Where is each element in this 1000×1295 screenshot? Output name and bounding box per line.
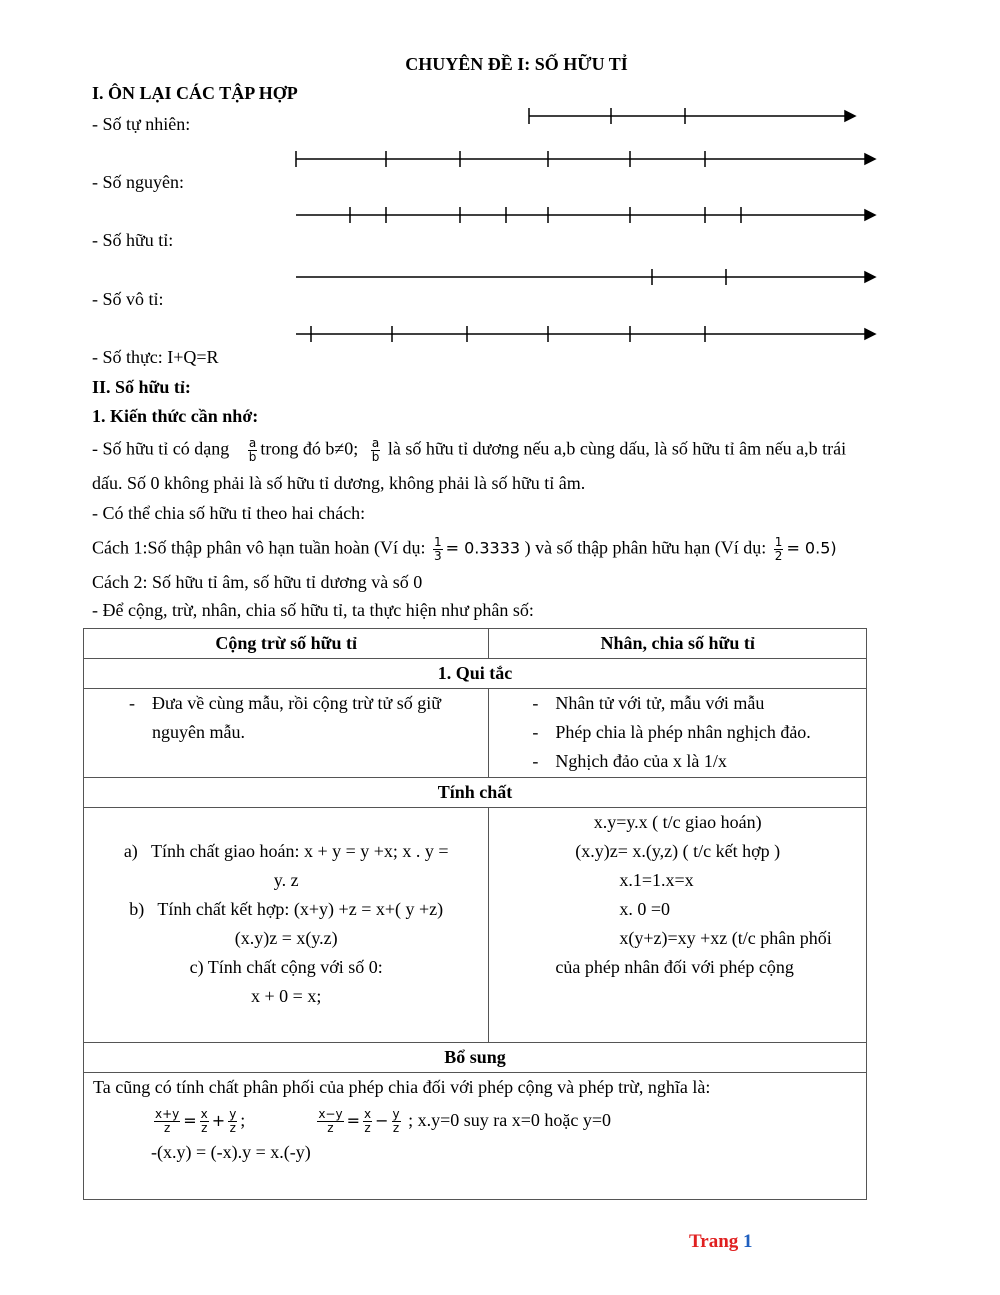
cell-mul-props: x.y=y.x ( t/c giao hoán) (x.y)z= x.(y,z) ( t/c kết hợp ) x.1=1.x=x x. 0 =0 x(y+z)=xy +xz (t/c phân phối của phép nhân đối với phép cộng — [489, 808, 867, 1043]
cell-add-props: a) Tính chất giao hoán: x + y = y +x; x . y = y. z b) Tính chất kết hợp: (x+y) +z = x+( y +z) (x.y)z = x(y.z) c) Tính chất cộng với số 0: x + 0 = x; — [84, 808, 489, 1043]
paragraph-method2: Cách 2: Số hữu tỉ âm, số hữu tỉ dương và số 0 — [92, 572, 423, 592]
item-integer: - Số nguyên: — [92, 172, 184, 192]
page-title: CHUYÊN ĐỀ I: SỐ HỮU TỈ — [405, 54, 628, 74]
fraction-one-third: $\frac{1}{3}$ — [433, 535, 442, 563]
fraction-x-minus-y-over-z: $\frac{x-y}{z}$ — [318, 1107, 343, 1136]
cell-extra: Ta cũng có tính chất phân phối của phép chia đối với phép cộng và phép trừ, nghĩa là: $\frac{x+y}{z}$ = $\frac{x}{z}$ + $\frac{y}{z}$ ; $\frac{x-y}{z}$ = $\frac{x}{z}$ − $\frac{y}{z}$ ; x.y=0 suy ra x=0 hoặc y=0 -(x.y) = (-x).y = x.(-y) — [84, 1073, 867, 1200]
section1-heading: I. ÔN LẠI CÁC TẬP HỢP — [92, 83, 298, 103]
section2-heading: II. Số hữu tỉ: — [92, 377, 191, 397]
number-lines — [0, 0, 1000, 380]
paragraph-definition: - Số hữu tỉ có dạng $\frac{a}{b}$ trong đó b≠0; $\frac{a}{b}$ là số hữu tỉ dương nếu a,b cùng dấu, là số hữu tỉ âm nếu a,b trái — [92, 436, 847, 464]
paragraph-operations: - Để cộng, trừ, nhân, chia số hữu tỉ, ta thực hiện như phân số: — [92, 600, 534, 620]
cell-add-rules: - Đưa về cùng mẫu, rồi cộng trừ tử số giữ nguyên mẫu. — [84, 689, 489, 778]
cell-mul-rules: - Nhân tử với tử, mẫu với mẫu - Phép chia là phép nhân nghịch đảo. - Nghịch đảo của x là 1/x — [489, 689, 867, 778]
header-mul-div: Nhân, chia số hữu tỉ — [489, 629, 867, 659]
fraction-a-b-2: $\frac{a}{b}$ — [371, 436, 380, 464]
fraction-one-half: $\frac{1}{2}$ — [774, 535, 783, 563]
header-add-sub: Cộng trừ số hữu tỉ — [84, 629, 489, 659]
item-rational: - Số hữu tỉ: — [92, 230, 174, 250]
item-real: - Số thực: I+Q=R — [92, 347, 219, 367]
item-natural: - Số tự nhiên: — [92, 114, 191, 134]
paragraph-classify: - Có thể chia số hữu tỉ theo hai chách: — [92, 503, 366, 523]
row-rule-heading: 1. Qui tắc — [84, 659, 867, 689]
section2-subheading: 1. Kiến thức cần nhớ: — [92, 406, 259, 426]
paragraph-method1: Cách 1:Số thập phân vô hạn tuần hoàn (Ví dụ: $\frac{1}{3}$ = 0.3333 ) và số thập phân hữu hạn (Ví dụ: $\frac{1}{2}$ = 0.5) — [92, 535, 837, 563]
number-line-real — [296, 326, 875, 342]
page-number: Trang 1 — [689, 1231, 753, 1252]
row-extra-heading: Bổ sung — [84, 1043, 867, 1073]
number-line-rational — [296, 207, 875, 223]
paragraph-definition-cont: dấu. Số 0 không phải là số hữu tỉ dương, không phải là số hữu tỉ âm. — [92, 473, 586, 493]
number-line-integer — [296, 151, 875, 167]
fraction-x-plus-y-over-z: $\frac{x+y}{z}$ — [155, 1107, 180, 1136]
number-line-natural — [529, 108, 855, 124]
number-line-irrational — [296, 269, 875, 285]
rules-table — [83, 628, 867, 1200]
extra-formulas: $\frac{x+y}{z}$ = $\frac{x}{z}$ + $\frac{y}{z}$ ; $\frac{x-y}{z}$ = $\frac{x}{z}$ − $\frac{y}{z}$ ; x.y=0 suy ra x=0 hoặc y=0 — [155, 1107, 612, 1136]
item-irrational: - Số vô tỉ: — [92, 289, 164, 309]
fraction-a-b: $\frac{a}{b}$ — [248, 436, 257, 464]
row-prop-heading: Tính chất — [84, 778, 867, 808]
